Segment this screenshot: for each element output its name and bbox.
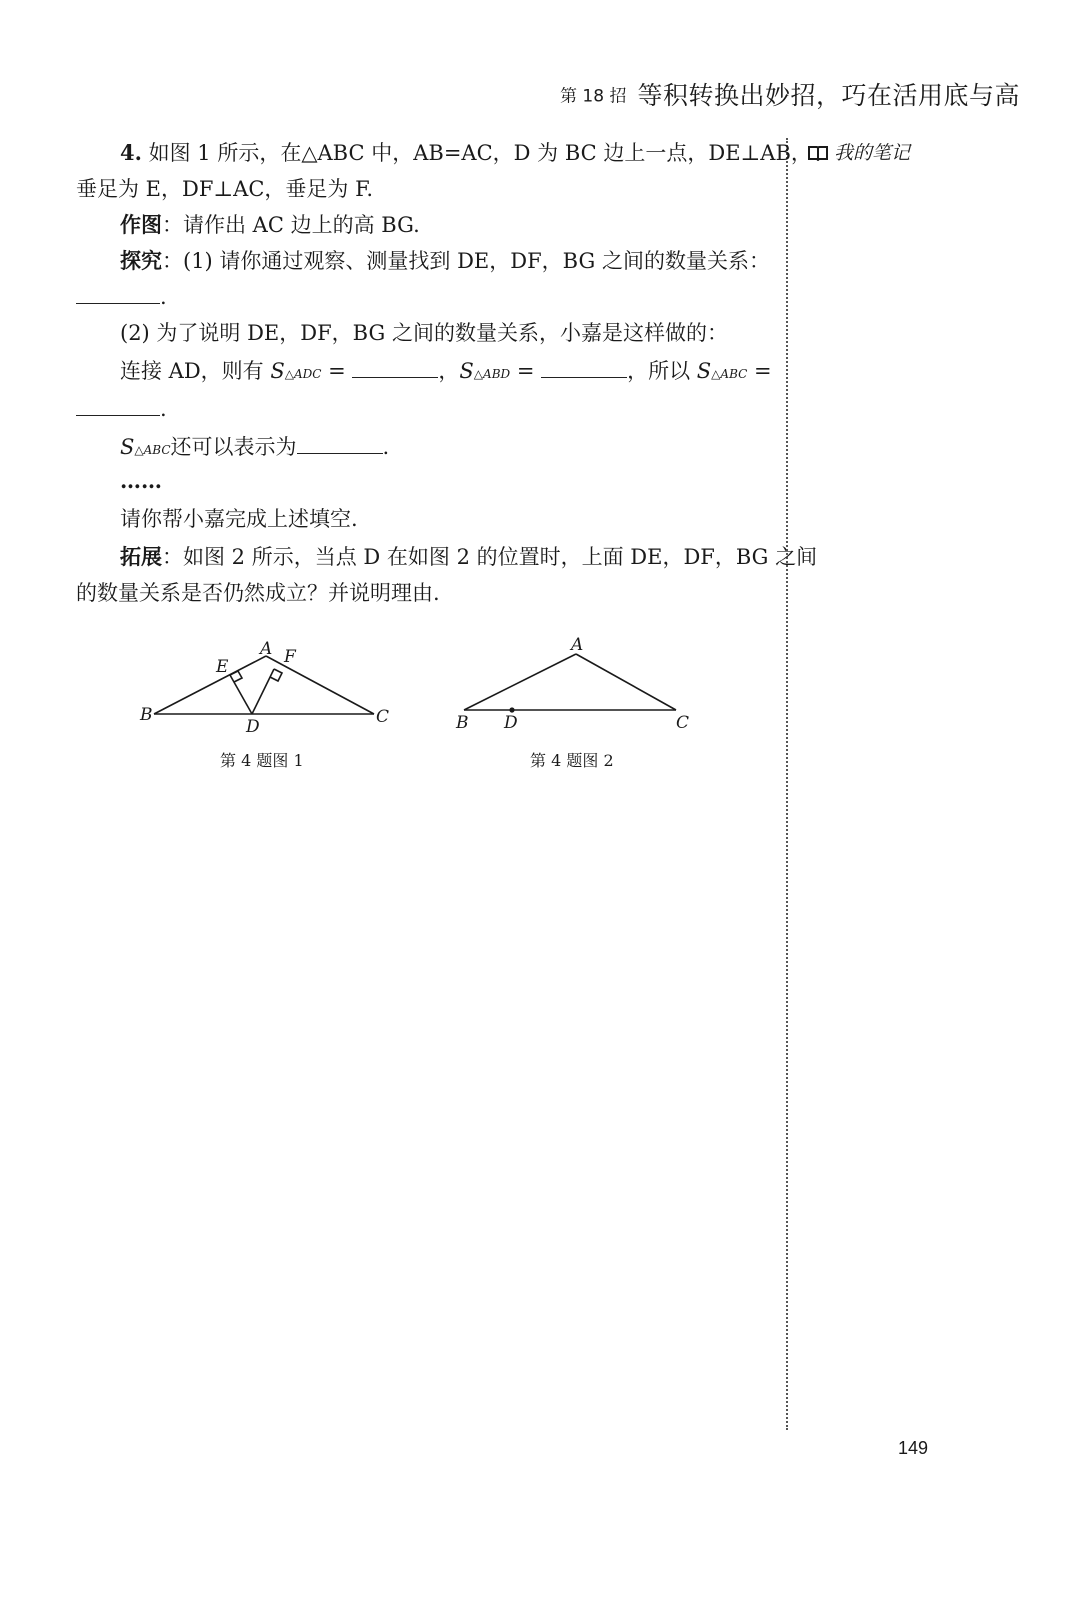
answer-blank-5[interactable] [297, 433, 383, 454]
explore-q1: ：(1) 请你通过观察、测量找到 DE，DF，BG 之间的数量关系： [162, 249, 770, 273]
extend-text-2: 的数量关系是否仍然成立？并说明理由. [76, 581, 440, 605]
explore-q2: (2) 为了说明 DE，DF，BG 之间的数量关系，小嘉是这样做的： [120, 321, 728, 345]
extend-line-2 [76, 576, 440, 610]
chapter-label: 第 18 招 [560, 86, 627, 107]
notes-header [808, 138, 910, 165]
connect-line: 连接 AD，则有 S△ADC = ，S△ABD = ，所以 S△ABC = [120, 359, 772, 383]
problem-number: 4. [120, 140, 142, 165]
answer-line-1 [76, 280, 167, 314]
problem-line-2 [76, 172, 373, 206]
figure-1-caption: 第 4 题图 1 [220, 751, 304, 770]
period-1: . [160, 285, 167, 309]
answer-blank-4[interactable] [76, 395, 160, 416]
fig1-label-e: E [216, 657, 229, 677]
fig1-segment-de [230, 675, 252, 714]
fig1-side-ac [266, 656, 374, 714]
explore-label: 探究 [120, 248, 162, 273]
figure-2-caption: 第 4 题图 2 [530, 751, 614, 770]
extend-text-1: ：如图 2 所示，当点 D 在如图 2 的位置时，上面 DE，DF，BG 之间 [162, 545, 818, 569]
explore-line [120, 244, 770, 278]
answer-blank-3[interactable] [541, 357, 627, 378]
explore-q2-line [120, 316, 728, 350]
fig1-segment-df [252, 669, 274, 714]
fig1-side-ab [154, 656, 266, 714]
fig1-label-d: D [246, 717, 260, 736]
help-line [120, 502, 358, 536]
fig2-label-c: C [676, 713, 690, 733]
chapter-title: 等积转换出妙招，巧在活用底与高 [637, 81, 1021, 110]
answer-blank-1[interactable] [76, 283, 160, 304]
fig1-right-angle-e [230, 671, 242, 682]
ellipsis: …… [120, 468, 162, 493]
answer-line-4: . [76, 392, 167, 426]
construct-label: 作图 [120, 212, 162, 237]
notes-divider [786, 138, 788, 1430]
sub-adc: △ADC [284, 367, 322, 381]
fig1-label-a: A [260, 639, 273, 659]
fig2-label-d: D [504, 713, 518, 733]
figure-2 [450, 630, 710, 736]
sub-abc: △ABC [711, 367, 748, 381]
connect-prefix: 连接 AD，则有 [120, 359, 271, 383]
extend-line-1 [120, 540, 817, 574]
fig2-label-a: A [571, 635, 584, 655]
problem-line-1 [120, 136, 812, 170]
fig2-label-b: B [456, 713, 469, 733]
fig2-side-ac [576, 654, 676, 710]
construct-line [120, 208, 420, 242]
running-header [560, 76, 1021, 116]
page-number: 149 [898, 1438, 929, 1458]
also-text: 还可以表示为 [170, 435, 297, 459]
problem-intro-2: 垂足为 E，DF⊥AC，垂足为 F. [76, 177, 374, 201]
fig1-label-f: F [284, 647, 296, 667]
answer-blank-2[interactable] [352, 357, 438, 378]
fig1-label-b: B [140, 705, 153, 725]
problem-intro-1: 如图 1 所示，在△ABC 中，AB=AC，D 为 BC 边上一点，DE⊥AB， [148, 141, 812, 165]
fig1-label-c: C [376, 707, 390, 727]
sub-abd: △ABD [473, 367, 511, 381]
fig2-side-ab [464, 654, 576, 710]
help-text: 请你帮小嘉完成上述填空. [120, 507, 358, 531]
fig2-point-d [509, 707, 514, 712]
figure-1 [130, 636, 410, 736]
notes-label: 我的笔记 [834, 142, 911, 164]
ellipsis-line [120, 464, 162, 498]
also-line: S△ABC还可以表示为 . [120, 435, 390, 459]
construct-text: ：请作出 AC 边上的高 BG. [162, 213, 420, 237]
extend-label: 拓展 [120, 544, 162, 569]
